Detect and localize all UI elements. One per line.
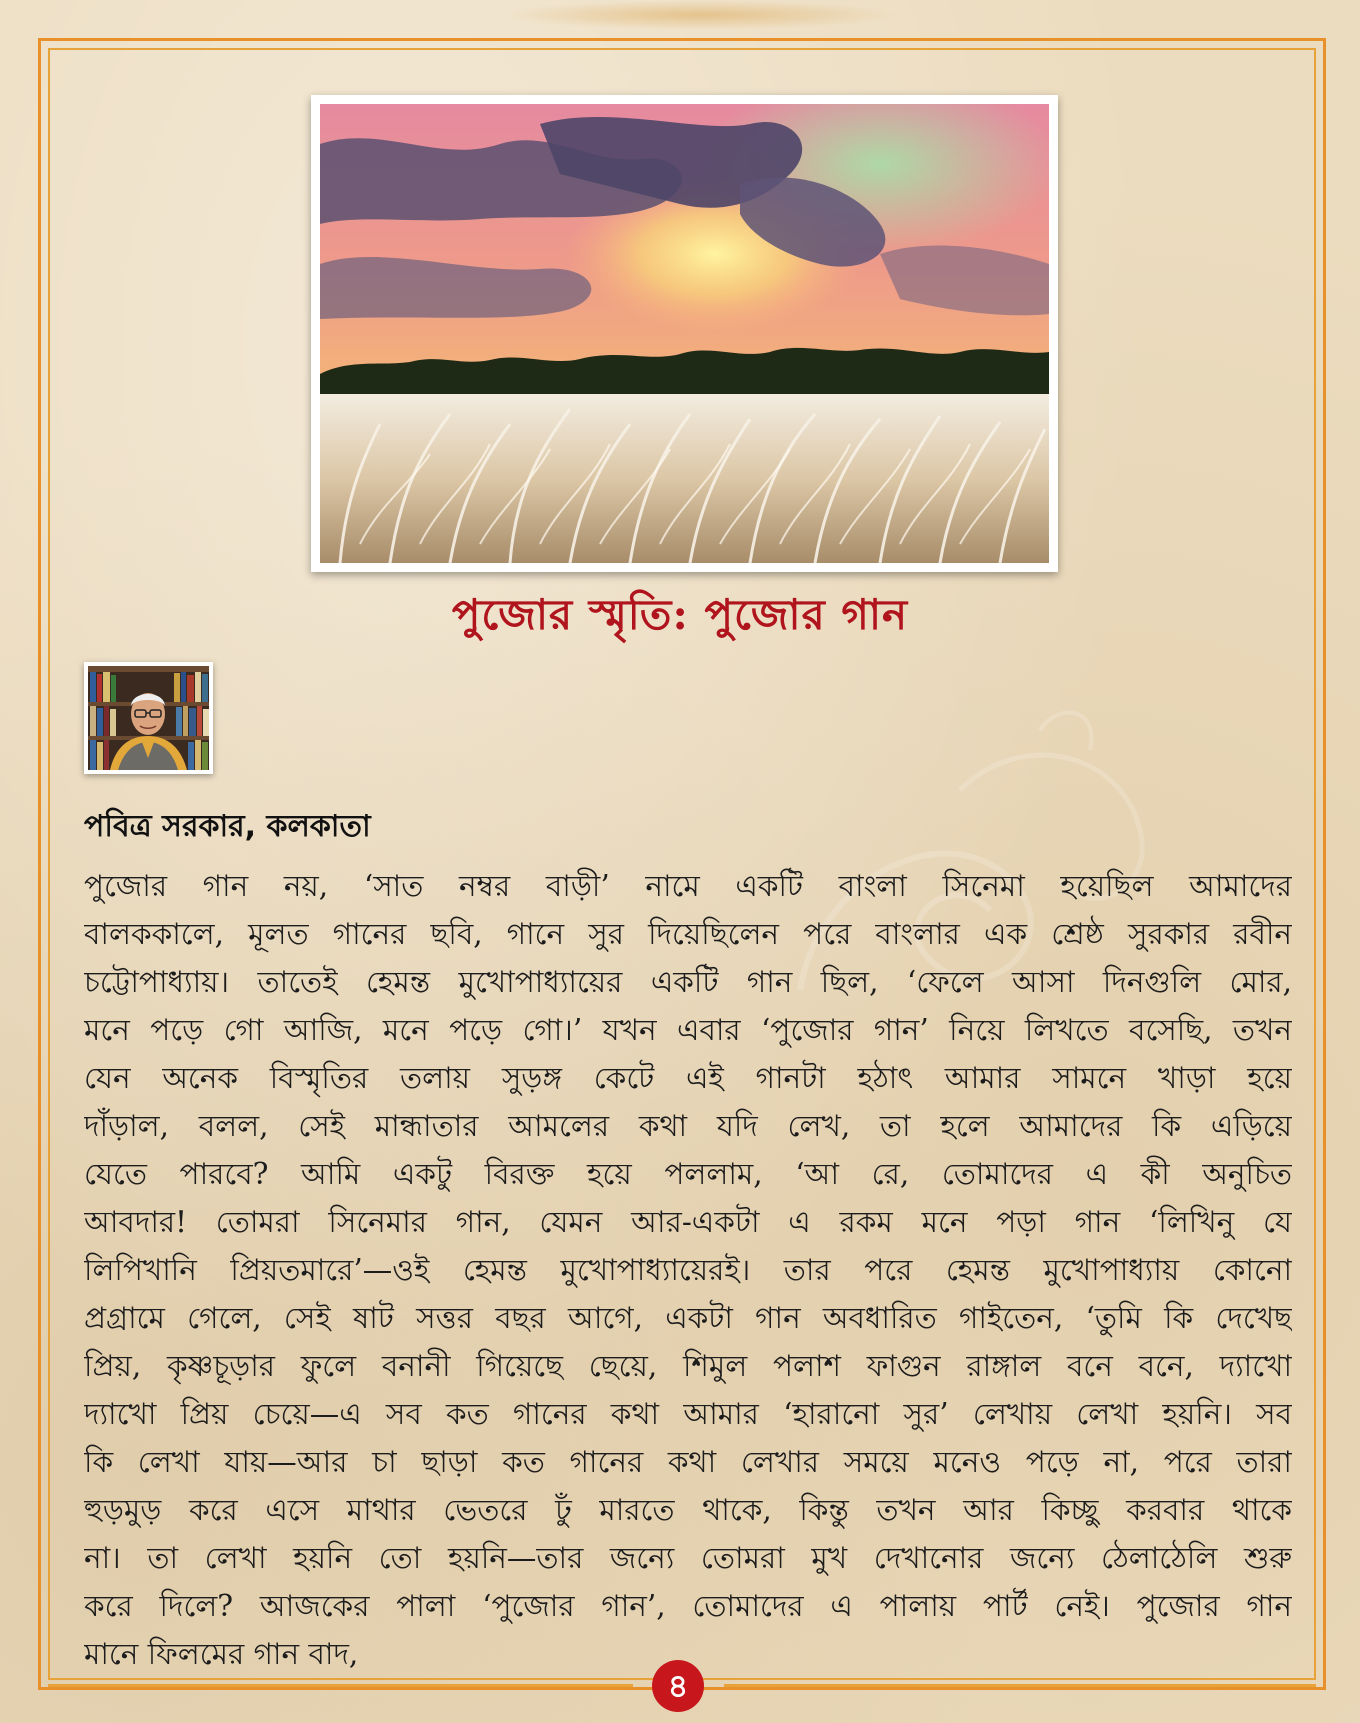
hero-photo-frame bbox=[311, 95, 1058, 572]
article-line: না। তা লেখা হয়নি তো হয়নি—তার জন্যে তোমরা মুখ দেখানোর জন্যে ঠেলাঠেলি শুরু bbox=[84, 1541, 1292, 1575]
article-title: পুজোর স্মৃতি: পুজোর গান bbox=[451, 590, 909, 639]
article-line: চট্টোপাধ্যায়। তাতেই হেমন্ত মুখোপাধ্যায়ের একটি গান ছিল, ‘ফেলে আসা দিনগুলি মোর, bbox=[84, 965, 1292, 999]
article-line: যেতে পারবে? আমি একটু বিরক্ত হয়ে পললাম, ‘আ রে, তোমাদের এ কী অনুচিত bbox=[84, 1157, 1292, 1191]
article-line: পুজোর গান নয়, ‘সাত নম্বর বাড়ী’ নামে একটি বাংলা সিনেমা হয়েছিল আমাদের bbox=[84, 869, 1292, 903]
sunset-kash-flower-photo bbox=[320, 104, 1049, 563]
article-body bbox=[84, 862, 1292, 1678]
article-line: আবদার! তোমরা সিনেমার গান, যেমন আর-একটা এ রকম মনে পড়া গান ‘লিখিনু যে bbox=[84, 1205, 1292, 1239]
article-line: লিপিখানি প্রিয়তমারে’—ওই হেমন্ত মুখোপাধ্যায়েরই। তার পরে হেমন্ত মুখোপাধ্যায় কোনো bbox=[84, 1253, 1292, 1287]
article-line: বালককালে, মূলত গানের ছবি, গানে সুর দিয়েছিলেন পরে বাংলার এক শ্রেষ্ঠ সুরকার রবীন bbox=[84, 917, 1292, 951]
article-line: কি লেখা যায়—আর চা ছাড়া কত গানের কথা লেখার সময়ে মনেও পড়ে না, পরে তারা bbox=[84, 1445, 1292, 1479]
page-number-badge: ৪ bbox=[652, 1660, 704, 1712]
article-line: হুড়মুড় করে এসে মাথার ভেতরে ঢুঁ মারতে থাকে, কিন্তু তখন আর কিচ্ছু করবার থাকে bbox=[84, 1493, 1292, 1527]
article-line: মানে ফিলমের গান বাদ, bbox=[84, 1637, 359, 1671]
article-line: যেন অনেক বিস্মৃতির তলায় সুড়ঙ্গ কেটে এই গানটা হঠাৎ আমার সামনে খাড়া হয়ে bbox=[84, 1061, 1292, 1095]
article-line: প্রিয়, কৃষ্ণচূড়ার ফুলে বনানী গিয়েছে ছেয়ে, শিমুল পলাশ ফাগুন রাঙ্গাল বনে বনে, দ্যাখো bbox=[84, 1349, 1292, 1383]
author-photo-frame bbox=[84, 662, 213, 774]
article-line: মনে পড়ে গো আজি, মনে পড়ে গো।’ যখন এবার ‘পুজোর গান’ নিয়ে লিখতে বসেছি, তখন bbox=[84, 1013, 1292, 1047]
footer-rule-right bbox=[724, 1684, 1316, 1687]
article-line: দ্যাখো প্রিয় চেয়ে—এ সব কত গানের কথা আমার ‘হারানো সুর’ লেখায় লেখা হয়নি। সব bbox=[84, 1397, 1292, 1431]
article-line: প্রগ্রামে গেলে, সেই ষাট সত্তর বছর আগে, একটা গান অবধারিত গাইতেন, ‘তুমি কি দেখেছ bbox=[84, 1301, 1292, 1335]
author-portrait bbox=[88, 666, 209, 770]
article-line: দাঁড়াল, বলল, সেই মান্ধাতার আমলের কথা যদি লেখ, তা হলে আমাদের কি এড়িয়ে bbox=[84, 1109, 1292, 1143]
article-line: করে দিলে? আজকের পালা ‘পুজোর গান’, তোমাদের এ পালায় পার্ট নেই। পুজোর গান bbox=[84, 1589, 1292, 1623]
top-glow-decoration bbox=[500, 0, 900, 30]
author-byline: পবিত্র সরকার, কলকাতা bbox=[84, 809, 371, 844]
footer-rule-left bbox=[48, 1684, 633, 1687]
